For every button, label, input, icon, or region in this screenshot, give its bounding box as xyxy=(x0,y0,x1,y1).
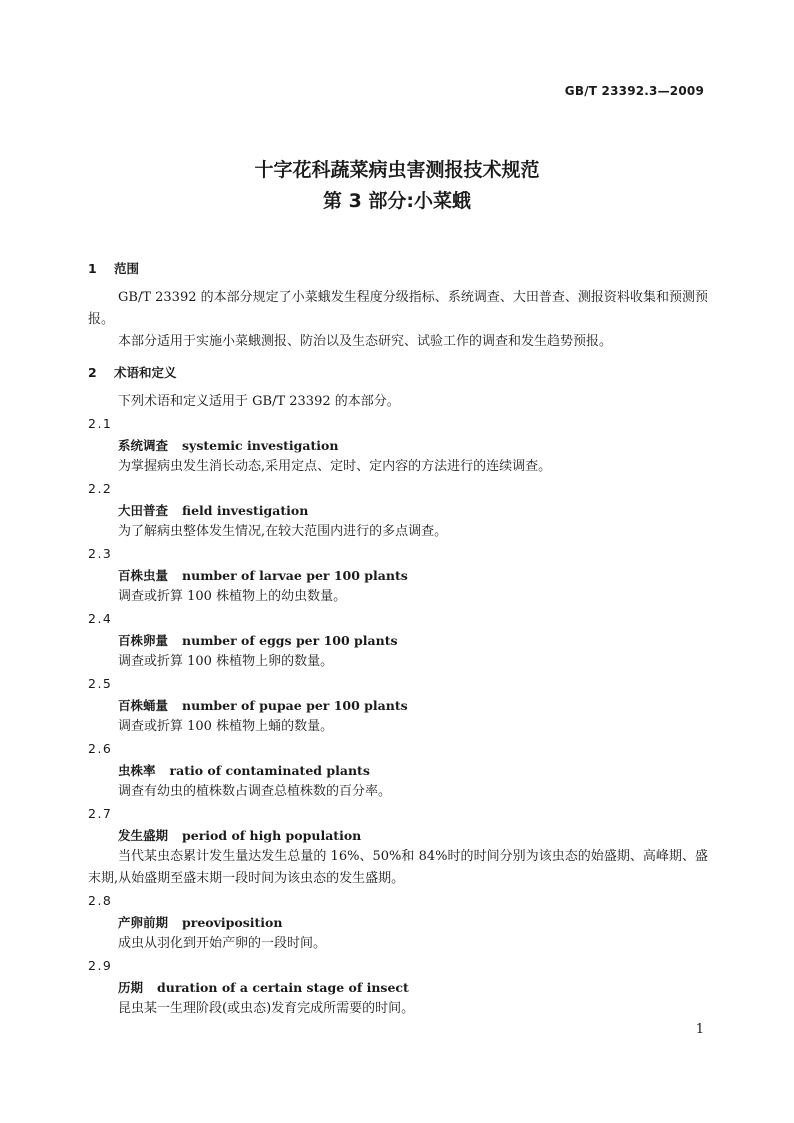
term-entry xyxy=(88,608,708,673)
term-line xyxy=(88,825,708,846)
term-number: 2.9 xyxy=(88,958,113,973)
title-sub: 第 3 部分:小菜蛾 xyxy=(322,190,472,212)
term-number: 2.6 xyxy=(88,741,113,756)
term-number: 2.4 xyxy=(88,611,113,626)
title-main: 十字花科蔬菜病虫害测报技术规范 xyxy=(254,159,540,181)
term-english: systemic investigation xyxy=(182,438,339,453)
term-chinese: 百株虫量 xyxy=(118,568,169,583)
term-number: 2.8 xyxy=(88,893,113,908)
document-body xyxy=(88,259,708,1020)
term-definition: 昆虫某一生理阶段(或虫态)发育完成所需要的时间。 xyxy=(118,1001,415,1016)
term-number: 2.5 xyxy=(88,676,113,691)
term-entry xyxy=(88,738,708,803)
term-chinese: 虫株率 xyxy=(118,763,156,778)
term-english: period of high population xyxy=(182,828,362,843)
term-line xyxy=(88,565,708,586)
term-entry xyxy=(88,478,708,543)
term-line xyxy=(88,500,708,521)
term-definition: 为掌握病虫发生消长动态,采用定点、定时、定内容的方法进行的连续调查。 xyxy=(118,459,552,474)
term-definition: 调查有幼虫的植株数占调查总植株数的百分率。 xyxy=(118,784,392,799)
standard-code: GB/T 23392.3—2009 xyxy=(564,84,704,98)
document-title xyxy=(0,155,794,217)
term-chinese: 百株蛹量 xyxy=(118,698,169,713)
term-line xyxy=(88,435,708,456)
term-english: field investigation xyxy=(182,503,309,518)
term-definition: 为了解病虫整体发生情况,在较大范围内进行的多点调查。 xyxy=(118,524,448,539)
term-entry xyxy=(88,673,708,738)
term-definition: 当代某虫态累计发生量达发生总量的 16%、50%和 84%时的时间分别为该虫态的始盛期、高峰期、盛末期,从始盛期至盛末期一段时间为该虫态的发生盛期。 xyxy=(88,849,708,886)
term-line xyxy=(88,695,708,716)
term-english: ratio of contaminated plants xyxy=(169,763,370,778)
section-title: 术语和定义 xyxy=(114,365,177,380)
term-number: 2.3 xyxy=(88,546,113,561)
term-chinese: 产卵前期 xyxy=(118,915,169,930)
term-definition: 调查或折算 100 株植物上卵的数量。 xyxy=(118,654,334,669)
section-heading-terms xyxy=(88,363,708,383)
term-chinese: 百株卵量 xyxy=(118,633,169,648)
paragraph: GB/T 23392 的本部分规定了小菜蛾发生程度分级指标、系统调查、大田普查、测报资料收集和预测预报。 xyxy=(88,290,708,327)
term-english: duration of a certain stage of insect xyxy=(157,980,409,995)
term-entry xyxy=(88,890,708,955)
term-chinese: 系统调查 xyxy=(118,438,169,453)
term-definition: 成虫从羽化到开始产卵的一段时间。 xyxy=(118,936,327,951)
term-number: 2.1 xyxy=(88,416,113,431)
term-entry xyxy=(88,803,708,890)
term-number: 2.7 xyxy=(88,806,113,821)
section-number: 2 xyxy=(88,365,97,380)
section-title: 范围 xyxy=(114,261,140,276)
term-english: number of pupae per 100 plants xyxy=(182,698,408,713)
term-english: number of eggs per 100 plants xyxy=(182,633,398,648)
term-definition: 调查或折算 100 株植物上蛹的数量。 xyxy=(118,719,334,734)
page-number: 1 xyxy=(695,1022,704,1037)
paragraph: 下列术语和定义适用于 GB/T 23392 的本部分。 xyxy=(118,394,400,409)
term-chinese: 发生盛期 xyxy=(118,828,169,843)
term-chinese: 大田普查 xyxy=(118,503,169,518)
term-line xyxy=(88,760,708,781)
term-entry xyxy=(88,955,708,1020)
term-line xyxy=(88,977,708,998)
term-entry xyxy=(88,413,708,478)
section-number: 1 xyxy=(88,261,97,276)
term-english: number of larvae per 100 plants xyxy=(182,568,408,583)
term-entry xyxy=(88,543,708,608)
paragraph: 本部分适用于实施小菜蛾测报、防治以及生态研究、试验工作的调查和发生趋势预报。 xyxy=(118,334,613,349)
term-number: 2.2 xyxy=(88,481,113,496)
term-english: preoviposition xyxy=(182,915,283,930)
term-line xyxy=(88,912,708,933)
term-chinese: 历期 xyxy=(118,980,144,995)
section-heading-scope xyxy=(88,259,708,279)
term-line xyxy=(88,630,708,651)
term-definition: 调查或折算 100 株植物上的幼虫数量。 xyxy=(118,589,347,604)
